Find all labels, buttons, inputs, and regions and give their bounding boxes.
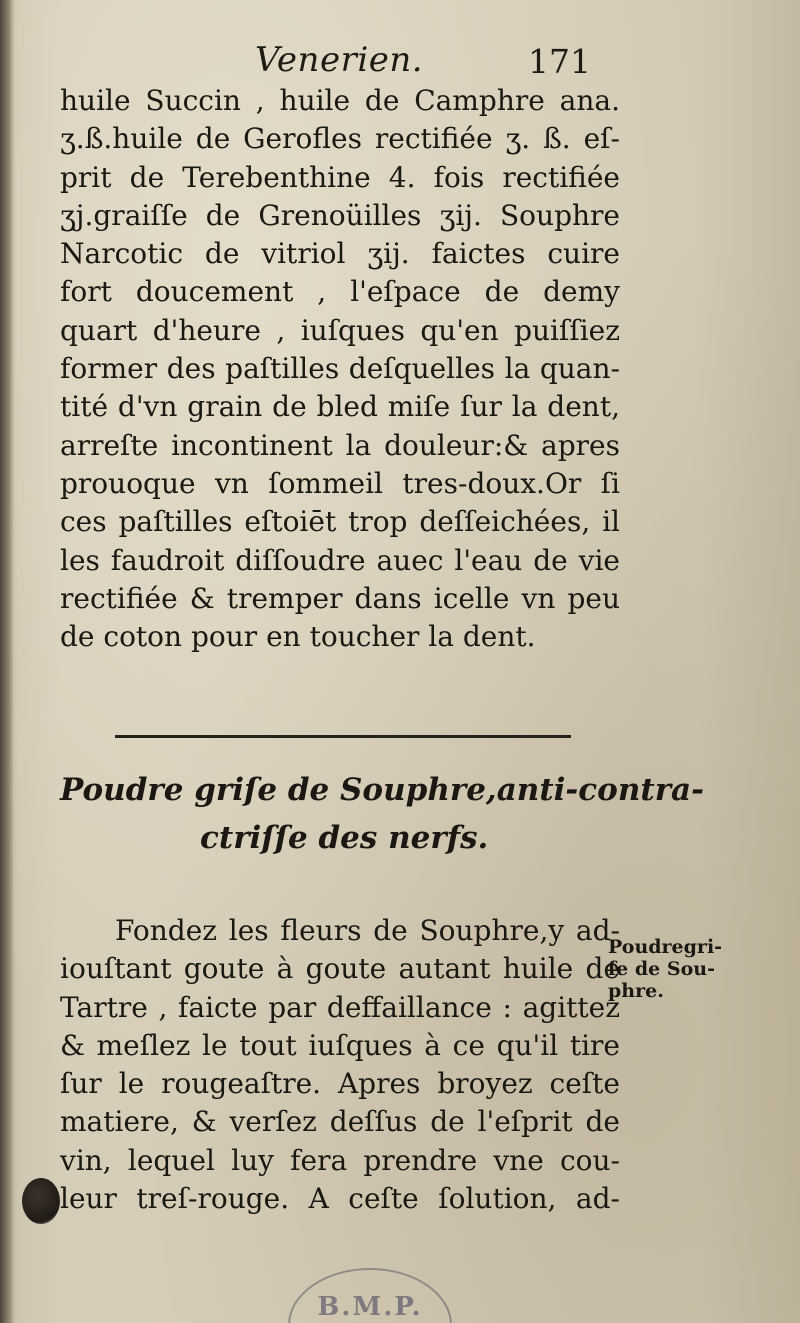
running-head-title: Venerien. xyxy=(255,40,424,80)
text-line: former des paſtilles deſquelles la quan- xyxy=(60,352,620,386)
text-line-last: de coton pour en toucher la dent. xyxy=(60,620,536,654)
marginal-note-line: phre. xyxy=(608,980,664,1002)
text-line: leur treſ-rouge. A ceſte ſolution, ad- xyxy=(60,1182,620,1216)
marginal-note-line: Poudregri- xyxy=(608,936,723,958)
ink-blot xyxy=(22,1178,60,1224)
section-divider xyxy=(115,735,571,738)
library-stamp xyxy=(288,1268,452,1323)
paragraph-2 xyxy=(60,912,620,1218)
text-line: tité d'vn grain de bled miſe ſur la dent, xyxy=(60,390,620,424)
text-line: fort doucement , l'eſpace de demy xyxy=(60,275,620,309)
library-stamp-text: B.M.P. xyxy=(317,1292,423,1322)
text-line: & meſlez le tout iuſques à ce qu'il tire xyxy=(60,1028,620,1062)
text-line: ʒj.graiſſe de Grenoüilles ʒij. Souphre xyxy=(60,198,620,232)
marginal-note-line: ſe de Sou- xyxy=(608,958,715,980)
text-line: arreſte incontinent la douleur:& apres xyxy=(60,428,620,462)
text-line: ſur le rougeaſtre. Apres broyez ceſte xyxy=(60,1067,620,1101)
section-heading xyxy=(60,766,704,862)
text-line: quart d'heure , iuſques qu'en puiſſiez xyxy=(60,313,620,347)
page-gutter-shadow xyxy=(0,0,14,1323)
text-line: matiere, & verſez deſſus de l'eſprit de xyxy=(60,1105,620,1139)
paragraph-1 xyxy=(60,82,620,656)
page-number: 171 xyxy=(528,42,591,81)
text-line: Narcotic de vitriol ʒij. faictes cuire xyxy=(60,237,620,271)
text-line: prit de Terebenthine 4. fois rectifiée xyxy=(60,160,620,194)
heading-line-2: ctriſſe des nerfs. xyxy=(200,820,489,856)
text-line: iouſtant goute à goute autant huile de xyxy=(60,952,620,986)
marginal-note xyxy=(608,936,748,1002)
text-line: ces paſtilles eſtoiēt trop deſſeichées, il xyxy=(60,505,620,539)
text-line: Fondez les fleurs de Souphre,y ad- xyxy=(115,914,620,947)
text-line: huile Succin , huile de Camphre ana. xyxy=(60,84,620,117)
text-line: rectifiée & tremper dans icelle vn peu xyxy=(60,581,620,615)
text-line: Tartre , faicte par deffaillance : agittez xyxy=(60,990,620,1024)
text-line: vin, lequel luy fera prendre vne cou- xyxy=(60,1143,620,1177)
heading-line-1: Poudre griſe de Souphre,anti-contra- xyxy=(60,772,704,808)
text-line: prouoque vn ſommeil tres-doux.Or ſi xyxy=(60,466,620,500)
text-line: les faudroit diſſoudre auec l'eau de vie xyxy=(60,543,620,577)
text-line: ʒ.ß.huile de Gerofles rectifiée ʒ. ß. eſ- xyxy=(60,122,620,156)
